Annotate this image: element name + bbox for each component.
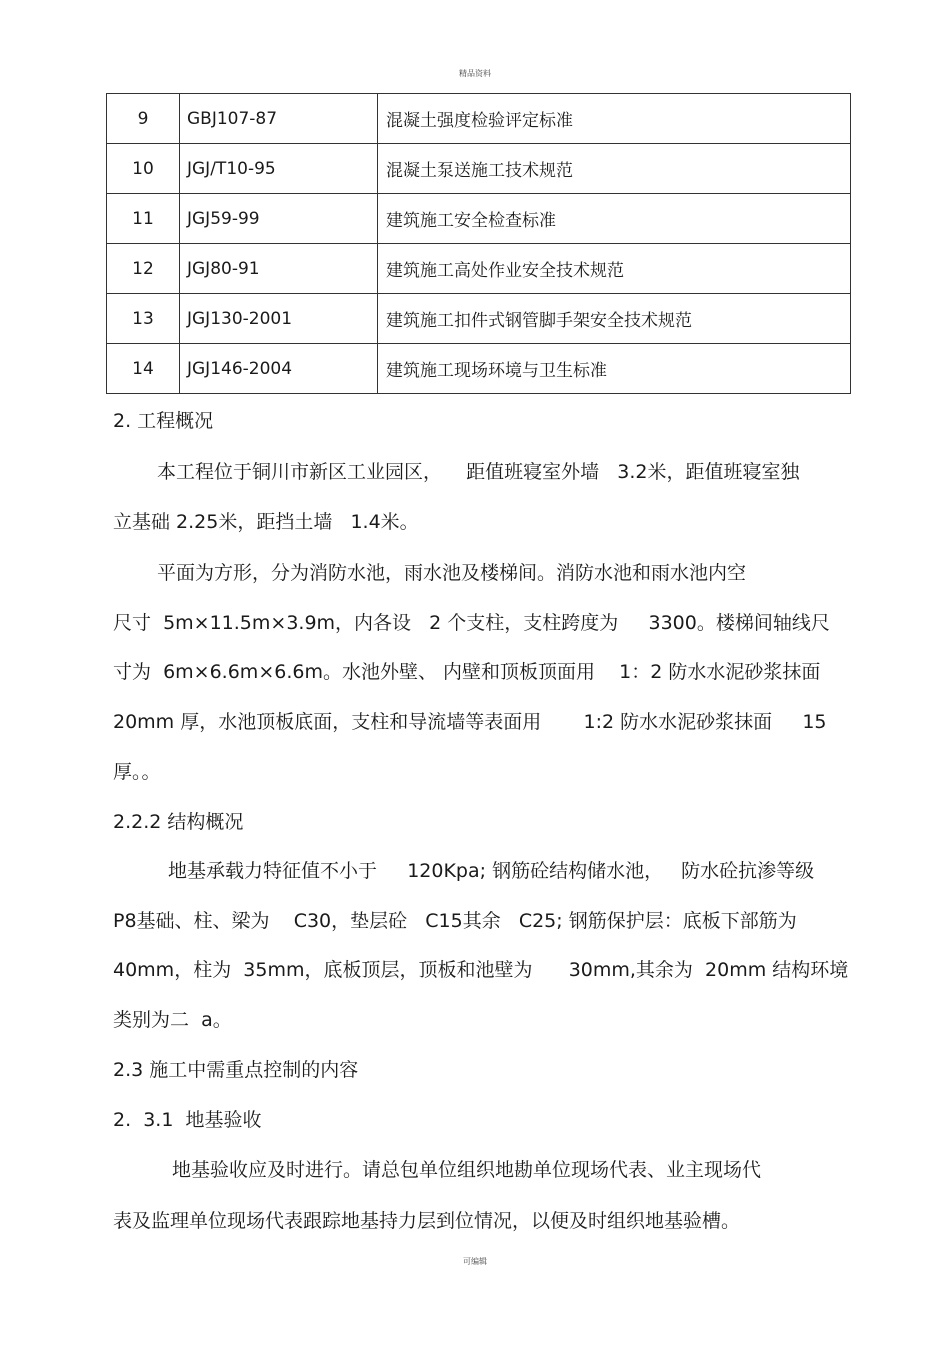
footer-watermark: 可编辑 (463, 1257, 487, 1266)
paragraph-line: 类别为二 a。 (113, 1009, 232, 1031)
paragraph-line: P8基础、柱、梁为 C30，垫层砼 C15其余 C25; 钢筋保护层：底板下部筋为 (113, 910, 797, 932)
paragraph-line: 20mm 厚，水池顶板底面，支柱和导流墙等表面用 1:2 防水水泥砂浆抹面 15 (113, 711, 827, 733)
paragraph-line: 本工程位于铜川市新区工业园区， 距值班寝室外墙 3.2米，距值班寝室独 (157, 461, 800, 483)
paragraph-line: 厚。。 (113, 761, 161, 783)
row-number: 12 (107, 244, 180, 294)
standard-code: JGJ80-91 (180, 244, 378, 294)
paragraph-line: 表及监理单位现场代表跟踪地基持力层到位情况，以便及时组织地基验槽。 (113, 1210, 741, 1232)
paragraph-line: 尺寸 5m×11.5m×3.9m，内各设 2 个支柱，支柱跨度为 3300。楼梯间轴线尺 (113, 612, 830, 634)
standard-code: JGJ/T10-95 (180, 144, 378, 194)
standards-table (106, 93, 851, 394)
row-number: 13 (107, 294, 180, 344)
row-number: 10 (107, 144, 180, 194)
row-number: 14 (107, 344, 180, 394)
table-row (107, 344, 851, 394)
section-heading-structure: 2.2.2 结构概况 (113, 811, 244, 833)
standard-name: 混凝土泵送施工技术规范 (378, 144, 851, 194)
standard-name: 建筑施工现场环境与卫生标准 (378, 344, 851, 394)
table-row (107, 294, 851, 344)
row-number: 11 (107, 194, 180, 244)
paragraph-line: 寸为 6m×6.6m×6.6m。水池外壁、 内壁和顶板顶面用 1：2 防水水泥砂浆抹面 (113, 661, 821, 683)
section-heading-overview: 2. 工程概况 (113, 410, 214, 432)
header-watermark: 精品资料 (459, 69, 491, 78)
standard-code: JGJ130-2001 (180, 294, 378, 344)
standard-name: 混凝土强度检验评定标准 (378, 94, 851, 144)
row-number: 9 (107, 94, 180, 144)
standard-code: JGJ59-99 (180, 194, 378, 244)
standard-code: JGJ146-2004 (180, 344, 378, 394)
standard-code: GBJ107-87 (180, 94, 378, 144)
paragraph-line: 地基承载力特征值不小于 120Kpa; 钢筋砼结构储水池， 防水砼抗渗等级 (168, 860, 815, 882)
paragraph-line: 40mm，柱为 35mm，底板顶层，顶板和池壁为 30mm,其余为 20mm 结构环境 (113, 959, 849, 981)
section-heading-foundation: 2. 3.1 地基验收 (113, 1109, 262, 1131)
standard-name: 建筑施工高处作业安全技术规范 (378, 244, 851, 294)
table-row (107, 244, 851, 294)
paragraph-line: 平面为方形，分为消防水池，雨水池及楼梯间。消防水池和雨水池内空 (157, 562, 747, 584)
standard-name: 建筑施工扣件式钢管脚手架安全技术规范 (378, 294, 851, 344)
standard-name: 建筑施工安全检查标准 (378, 194, 851, 244)
paragraph-line: 立基础 2.25米，距挡土墙 1.4米。 (113, 511, 419, 533)
section-heading-control: 2.3 施工中需重点控制的内容 (113, 1059, 359, 1081)
table-row (107, 194, 851, 244)
paragraph-line: 地基验收应及时进行。请总包单位组织地勘单位现场代表、业主现场代 (172, 1159, 762, 1181)
table-row (107, 94, 851, 144)
table-row (107, 144, 851, 194)
